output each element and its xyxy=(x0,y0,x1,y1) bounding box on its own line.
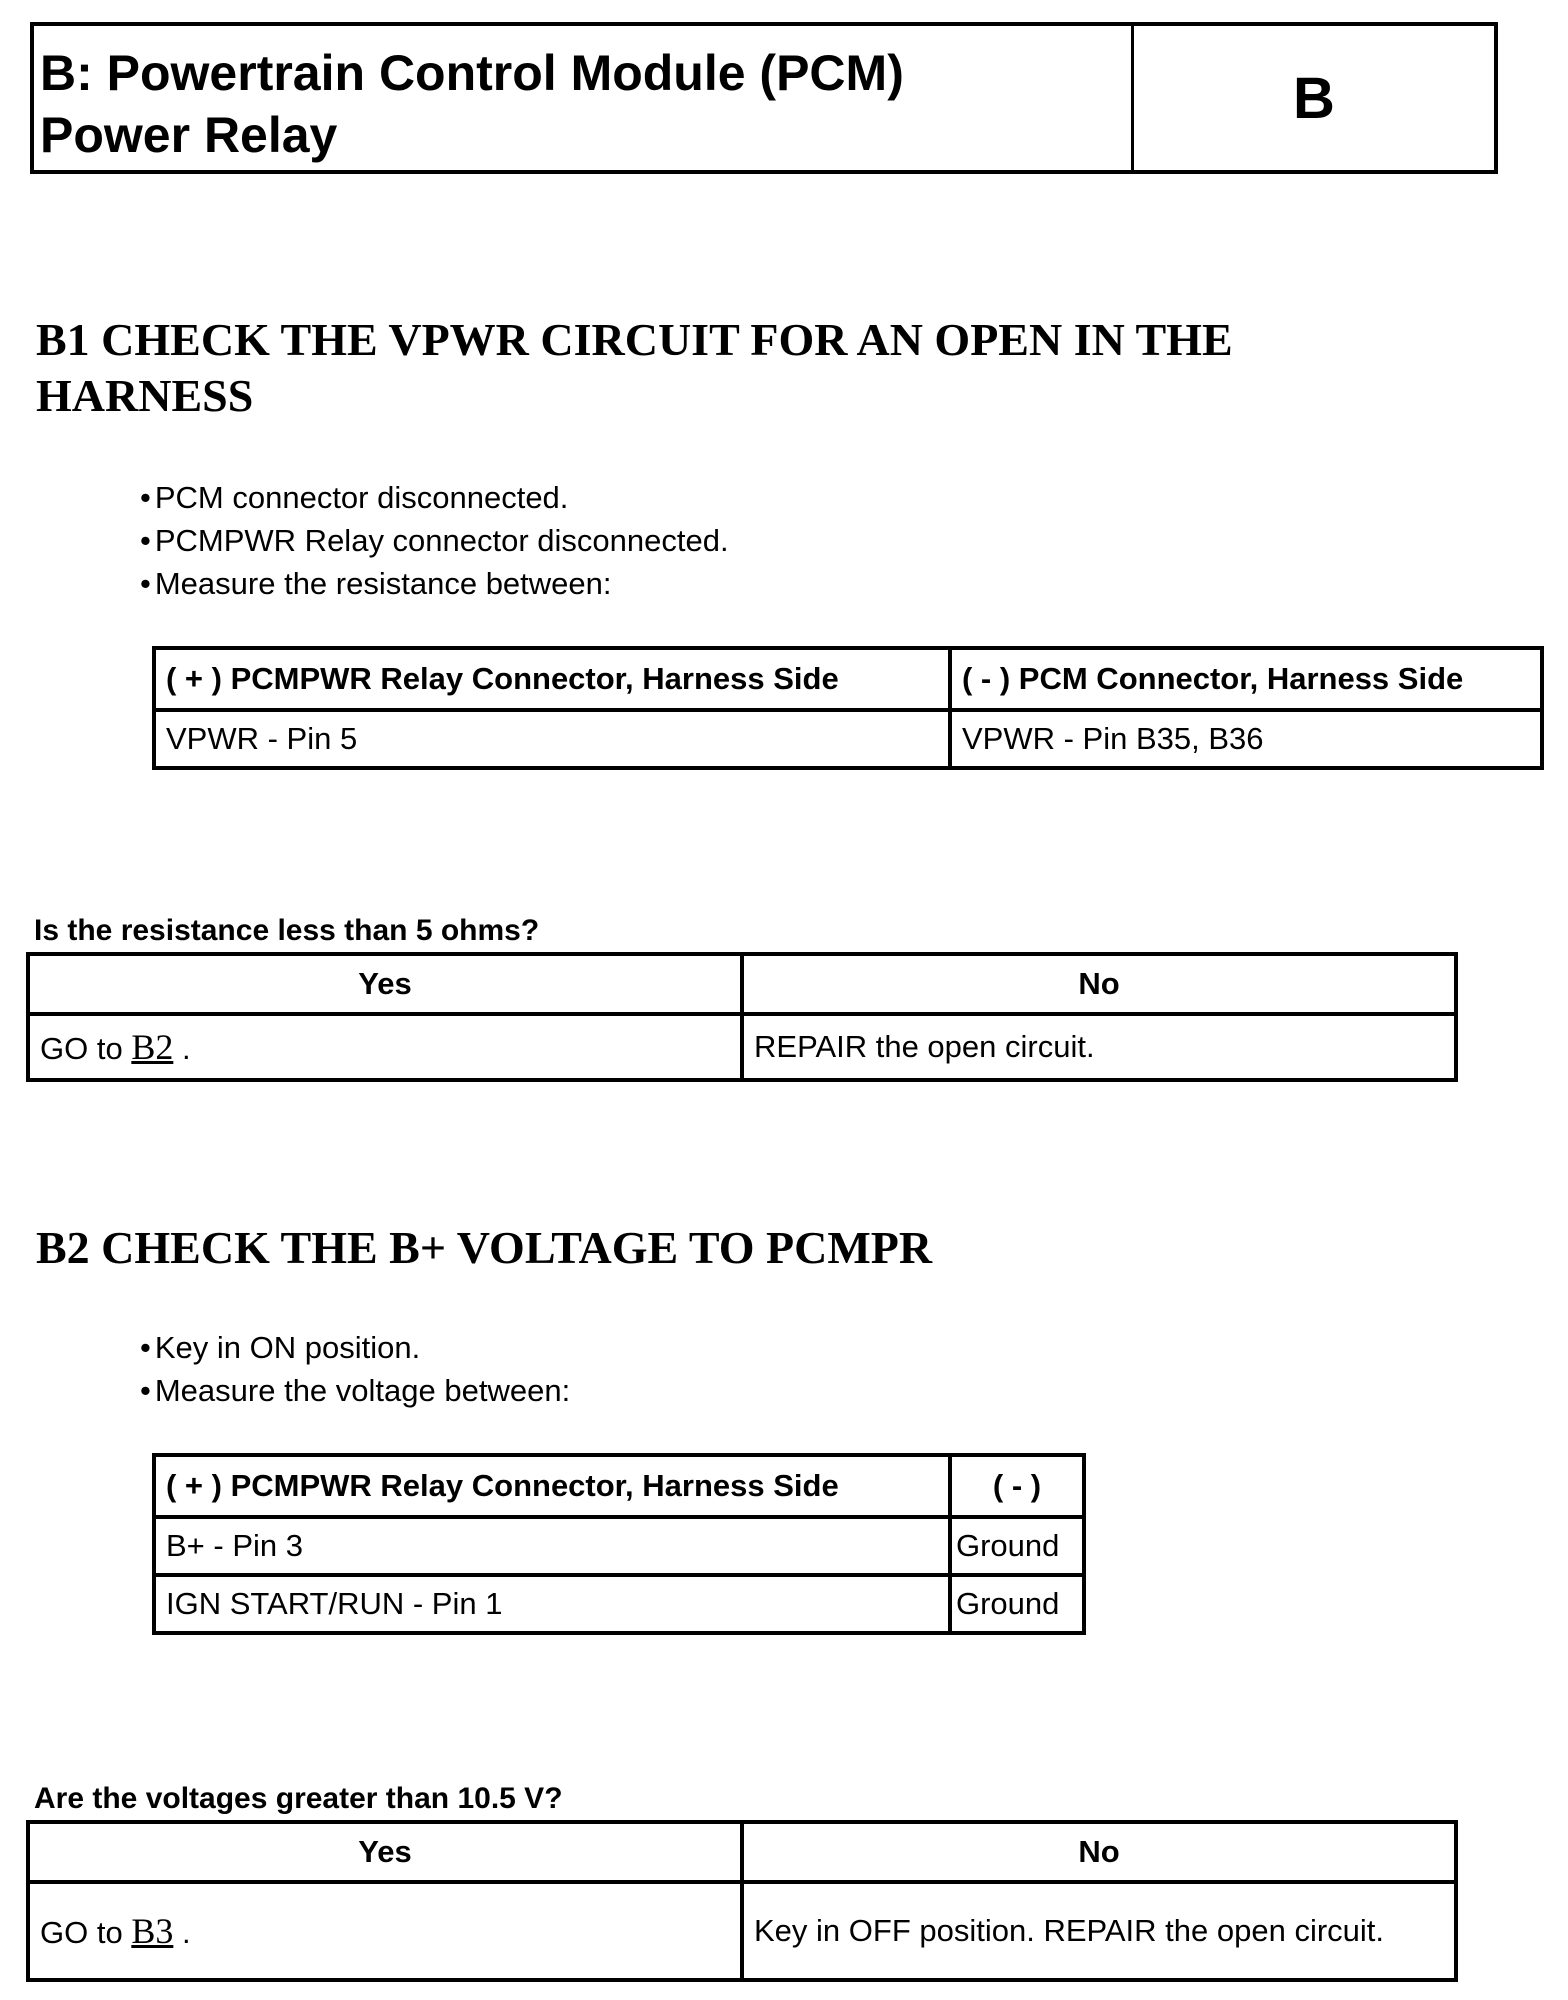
section-header xyxy=(30,22,1498,174)
table-header-row xyxy=(28,1822,1456,1882)
b2-question: Are the voltages greater than 10.5 V? xyxy=(34,1782,563,1815)
column-header-negative: ( - ) PCM Connector, Harness Side xyxy=(950,648,1542,710)
goto-b3-link[interactable]: B3 xyxy=(131,1911,174,1951)
section-code: B xyxy=(1293,65,1335,131)
b1-bullet-list xyxy=(140,476,729,605)
yes-suffix: . xyxy=(181,1915,191,1950)
section-title xyxy=(34,26,1134,170)
table-header-row xyxy=(154,648,1542,710)
yes-header: Yes xyxy=(28,954,742,1014)
b1-decision-table xyxy=(26,952,1458,1082)
table-row xyxy=(28,1014,1456,1080)
table-cell: B+ - Pin 3 xyxy=(154,1517,950,1575)
b2-title: B2 CHECK THE B+ VOLTAGE TO PCMPR xyxy=(36,1222,933,1273)
no-cell: Key in OFF position. REPAIR the open circuit. xyxy=(742,1882,1456,1980)
column-header-positive: ( + ) PCMPWR Relay Connector, Harness Side xyxy=(154,648,950,710)
table-row xyxy=(154,710,1542,768)
table-cell: IGN START/RUN - Pin 1 xyxy=(154,1575,950,1633)
list-item: • Measure the resistance between: xyxy=(140,562,729,605)
b1-measurement-table xyxy=(152,646,1544,770)
table-cell: VPWR - Pin B35, B36 xyxy=(950,710,1542,768)
yes-cell xyxy=(28,1882,742,1980)
yes-prefix: GO to xyxy=(40,1915,123,1950)
list-item: • Measure the voltage between: xyxy=(140,1369,570,1412)
list-item: • PCMPWR Relay connector disconnected. xyxy=(140,519,729,562)
yes-header: Yes xyxy=(28,1822,742,1882)
table-cell: VPWR - Pin 5 xyxy=(154,710,950,768)
yes-cell xyxy=(28,1014,742,1080)
b1-title xyxy=(36,312,1233,424)
section-title-line2: Power Relay xyxy=(40,107,338,163)
no-header: No xyxy=(742,1822,1456,1882)
no-cell: REPAIR the open circuit. xyxy=(742,1014,1456,1080)
list-item: • PCM connector disconnected. xyxy=(140,476,729,519)
yes-prefix: GO to xyxy=(40,1031,123,1066)
no-header: No xyxy=(742,954,1456,1014)
table-cell: Ground xyxy=(950,1517,1084,1575)
list-item: • Key in ON position. xyxy=(140,1326,570,1369)
b1-question: Is the resistance less than 5 ohms? xyxy=(34,914,540,947)
table-row xyxy=(154,1517,1084,1575)
yes-suffix: . xyxy=(181,1031,191,1066)
table-row xyxy=(28,1882,1456,1980)
column-header-negative: ( - ) xyxy=(950,1455,1084,1517)
section-title-line1: B: Powertrain Control Module (PCM) xyxy=(40,45,904,101)
column-header-positive: ( + ) PCMPWR Relay Connector, Harness Side xyxy=(154,1455,950,1517)
table-header-row xyxy=(154,1455,1084,1517)
goto-b2-link[interactable]: B2 xyxy=(131,1027,174,1067)
b2-bullet-list xyxy=(140,1326,570,1412)
b1-title-line1: B1 CHECK THE VPWR CIRCUIT FOR AN OPEN IN THE xyxy=(36,314,1233,365)
b2-measurement-table xyxy=(152,1453,1086,1635)
table-row xyxy=(154,1575,1084,1633)
b2-decision-table xyxy=(26,1820,1458,1982)
table-header-row xyxy=(28,954,1456,1014)
table-cell: Ground xyxy=(950,1575,1084,1633)
b1-title-line2: HARNESS xyxy=(36,370,254,421)
